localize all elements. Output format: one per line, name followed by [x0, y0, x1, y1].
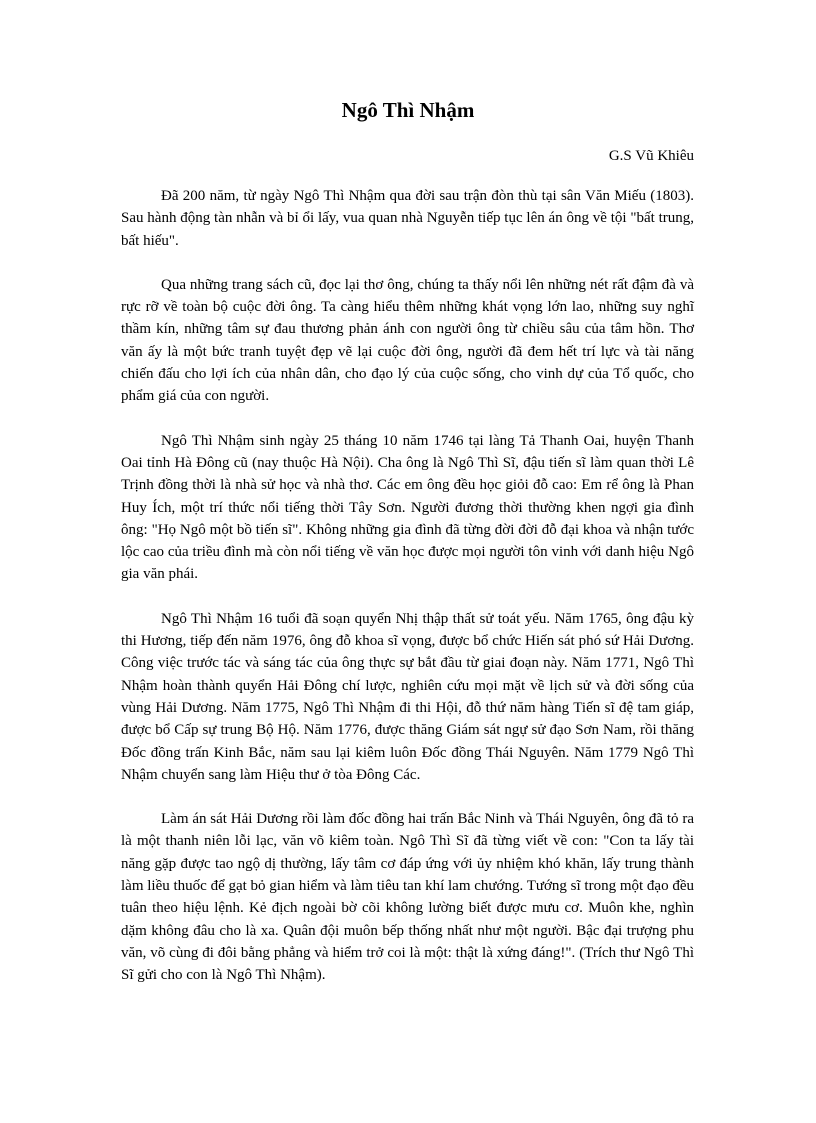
paragraph-3: Ngô Thì Nhậm sinh ngày 25 tháng 10 năm 1746 tại làng Tả Thanh Oai, huyện Thanh Oai tỉnh Hà Đông cũ (nay thuộc Hà Nội). Cha ông là Ngô Thì Sĩ, đậu tiến sĩ làm quan thời Lê Trịnh đồng thời là nhà sử học và nhà thơ. Các em ông đều học giỏi đỗ cao: Em rể ông là Phan Huy Ích, một trí thức nổi tiếng thời Tây Sơn. Người đương thời thường khen ngợi gia đình ông: "Họ Ngô một bồ tiến sĩ". Không những gia đình đã từng đời đời đỗ đại khoa và nhận tước lộc cao của triều đình mà còn nổi tiếng về văn học được mọi người tôn vinh với danh hiệu Ngô gia văn phái. — [121, 432, 694, 583]
paragraph-4: Ngô Thì Nhậm 16 tuổi đã soạn quyển Nhị thập thất sử toát yếu. Năm 1765, ông đậu kỳ thi Hương, tiếp đến năm 1976, ông đỗ khoa sĩ vọng, được bổ chức Hiến sát phó sứ Hải Dương. Công việc trước tác và sáng tác của ông thực sự bắt đầu từ giai đoạn này. Năm 1771, Ngô Thì Nhậm hoàn thành quyển Hải Đông chí lược, nghiên cứu mọi mặt về lịch sử và đời sống của vùng Hải Dương. Năm 1775, Ngô Thì Nhậm đi thi Hội, đỗ thứ năm hàng Tiến sĩ đệ tam giáp, được bổ Cấp sự trung Bộ Hộ. Năm 1776, được thăng Giám sát ngự sử đạo Sơn Nam, rồi thăng Đốc đồng trấn Kinh Bắc, năm sau lại kiêm luôn Đốc đồng Thái Nguyên. Năm 1779 Ngô Thì Nhậm chuyển sang làm Hiệu thư ở tòa Đông Các. — [121, 610, 694, 783]
article-body — [121, 185, 694, 1009]
paragraph-2: Qua những trang sách cũ, đọc lại thơ ông, chúng ta thấy nổi lên những nét rất đậm đà và rực rỡ về toàn bộ cuộc đời ông. Ta càng hiểu thêm những khát vọng lớn lao, những suy nghĩ thầm kín, những tâm sự đau thương phản ánh con người ông từ chiều sâu của tâm hồn. Thơ văn ấy là một bức tranh tuyệt đẹp vẽ lại cuộc đời ông, người đã đem hết trí lực và tài năng chiến đấu cho lợi ích của nhân dân, cho đạo lý của cuộc sống, cho vinh dự của Tổ quốc, cho phẩm giá của con người. — [121, 276, 694, 405]
paragraph-1: Đã 200 năm, từ ngày Ngô Thì Nhậm qua đời sau trận đòn thù tại sân Văn Miếu (1803). Sau hành động tàn nhẫn và bỉ ổi lấy, vua quan nhà Nguyễn tiếp tục lên án ông về tội "bất trung, bất hiếu". — [121, 188, 694, 249]
author-byline: G.S Vũ Khiêu — [608, 148, 694, 164]
paragraph-5: Làm án sát Hải Dương rồi làm đốc đồng hai trấn Bắc Ninh và Thái Nguyên, ông đã tỏ ra là một thanh niên lỗi lạc, văn võ kiêm toàn. Ngô Thì Sĩ đã từng viết về con: "Con ta lấy tài năng gặp được tao ngộ dị thường, lấy tâm cơ đáp ứng với ủy nhiệm khó khăn, lấy trung thành làm liều thuốc để gạt bỏ gian hiểm và làm tiêu tan khí lam chướng. Tướng sĩ trong một đạo đều tuân theo hiệu lệnh. Kẻ địch ngoài bờ cõi không lường biết được mưu cơ. Muôn khe, nghìn dặm không đâu cho là xa. Quân đội muôn bếp thống nhất như một người. Bậc đại trượng phu văn, võ cùng đi đôi bằng phẳng và hiểm trở coi là một: thật là xứng đáng!". (Trích thư Ngô Thì Sĩ gửi cho con là Ngô Thì Nhậm). — [121, 811, 694, 984]
page-title: Ngô Thì Nhậm — [341, 98, 475, 122]
